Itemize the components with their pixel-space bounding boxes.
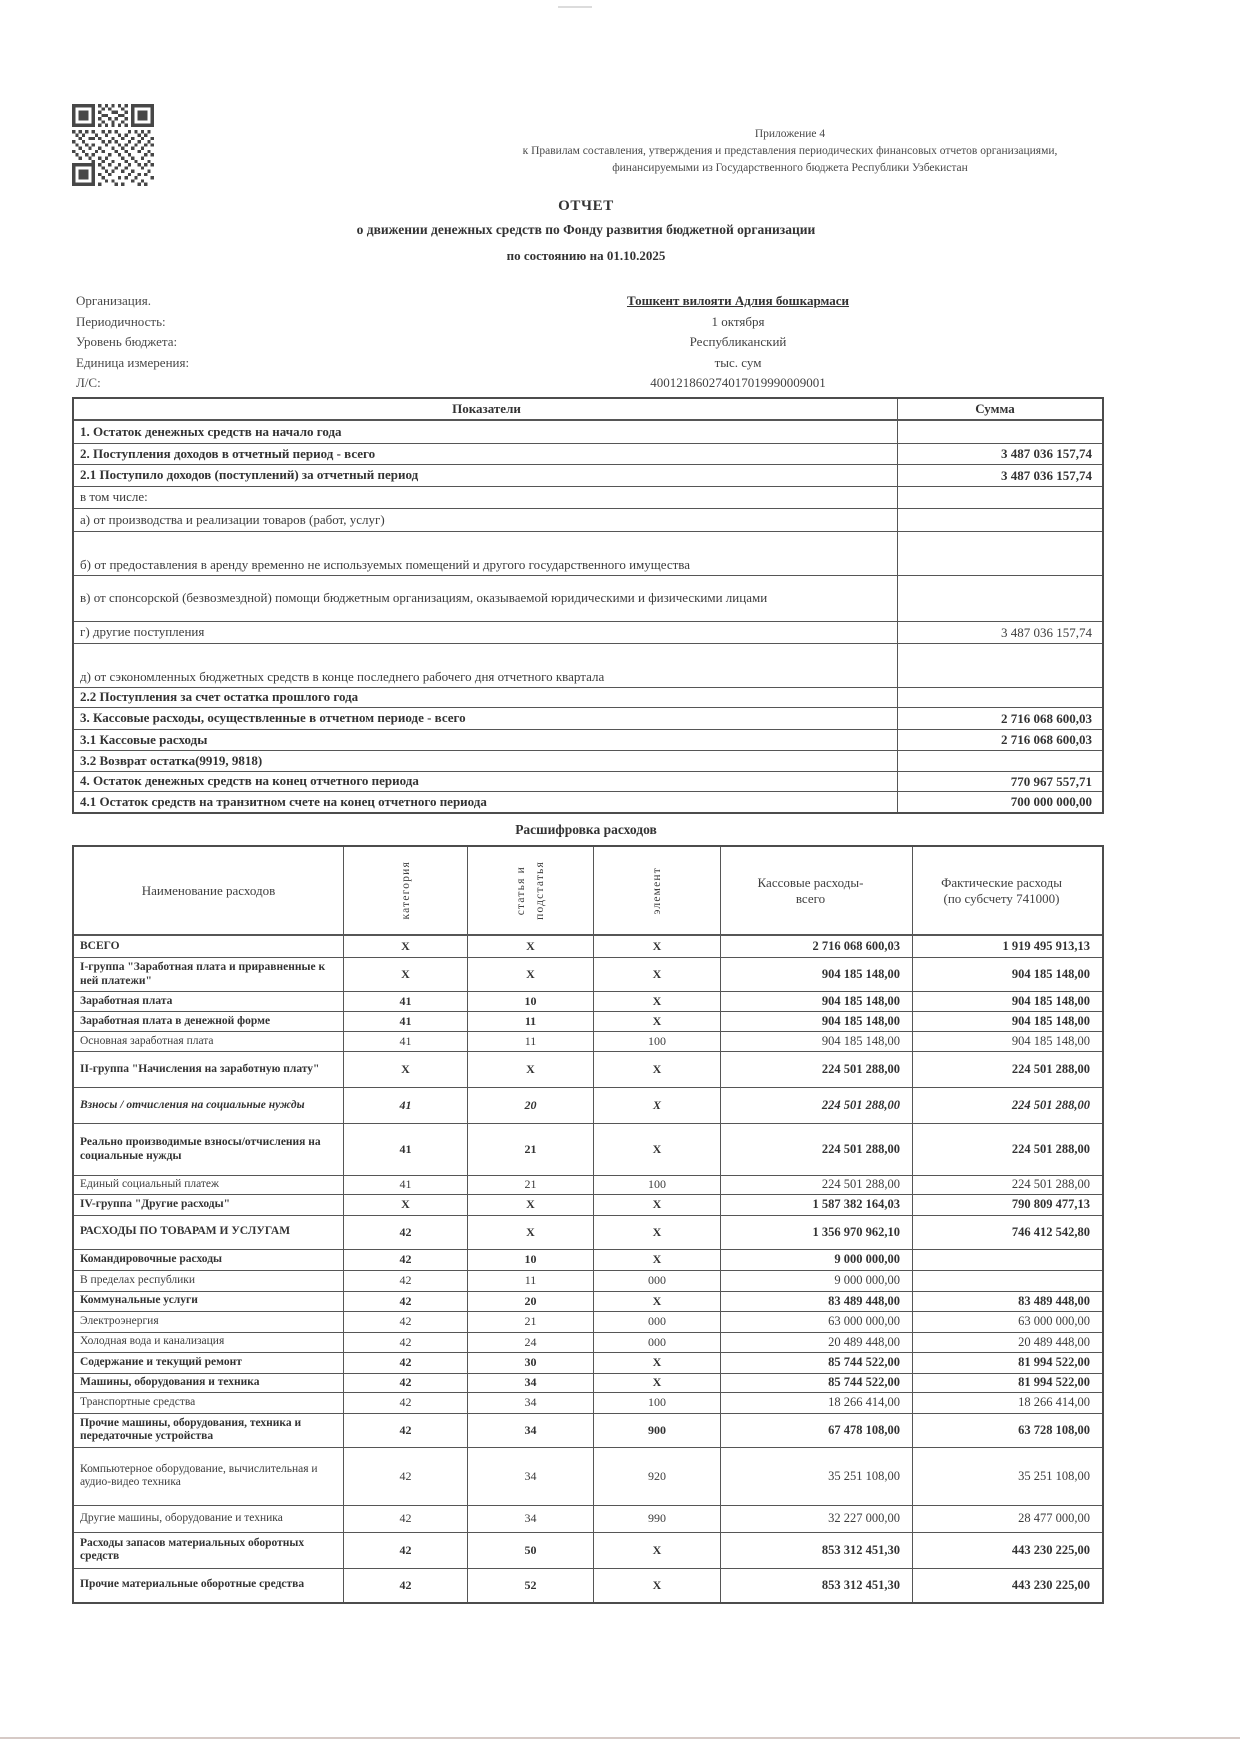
element-cell: X bbox=[594, 1292, 721, 1311]
article-cell: X bbox=[468, 1052, 594, 1087]
account-number: 400121860274017019990009001 bbox=[650, 375, 826, 391]
category-cell: 41 bbox=[344, 1012, 468, 1031]
table1-row bbox=[74, 443, 1102, 464]
cash-expense-cell: 224 501 288,00 bbox=[721, 1052, 913, 1087]
periodicity-value: 1 октября bbox=[711, 313, 765, 329]
article-cell: 21 bbox=[468, 1312, 594, 1332]
row-label-cell: 2.1 Поступило доходов (поступлений) за отчетный период bbox=[74, 465, 898, 486]
table2-row bbox=[74, 1194, 1102, 1215]
category-cell: 42 bbox=[344, 1292, 468, 1311]
article-cell: 34 bbox=[468, 1393, 594, 1413]
row-label-cell: 1. Остаток денежных средств на начало года bbox=[74, 421, 898, 443]
expense-name-cell: Взносы / отчисления на социальные нужды bbox=[74, 1088, 344, 1123]
qr-code bbox=[72, 104, 154, 186]
article-cell: 50 bbox=[468, 1533, 594, 1568]
article-cell: 21 bbox=[468, 1176, 594, 1194]
table2-row bbox=[74, 1291, 1102, 1311]
table2-row bbox=[74, 1051, 1102, 1087]
organization-name: Тошкент вилояти Адлия бошкармаси bbox=[626, 293, 850, 308]
article-cell: X bbox=[468, 936, 594, 957]
cash-expense-cell: 63 000 000,00 bbox=[721, 1312, 913, 1332]
table1-row bbox=[74, 464, 1102, 486]
expense-name-cell: ВСЕГО bbox=[74, 936, 344, 957]
category-cell: 42 bbox=[344, 1271, 468, 1291]
row-sum-cell bbox=[898, 487, 1102, 508]
element-cell: X bbox=[594, 1216, 721, 1249]
article-cell: 11 bbox=[468, 1012, 594, 1031]
element-cell: 100 bbox=[594, 1176, 721, 1194]
meta-row-organization bbox=[76, 291, 1100, 312]
actual-expense-cell: 790 809 477,13 bbox=[1011, 1197, 1090, 1212]
expenses-breakdown-title: Расшифровка расходов bbox=[515, 822, 657, 837]
report-meta bbox=[76, 291, 1100, 394]
expense-name-cell: Содержание и текущий ремонт bbox=[74, 1353, 344, 1373]
table2-header-article bbox=[468, 847, 594, 934]
actual-expense-cell: 224 501 288,00 bbox=[1011, 1177, 1090, 1192]
cash-expense-cell: 224 501 288,00 bbox=[721, 1088, 913, 1123]
category-cell: 42 bbox=[344, 1374, 468, 1392]
category-cell: 41 bbox=[344, 1088, 468, 1123]
table2-row bbox=[74, 1413, 1102, 1447]
category-cell: X bbox=[344, 1195, 468, 1215]
actual-expense-cell: 1 919 495 913,13 bbox=[1002, 939, 1090, 953]
meta-label: Л/С: bbox=[76, 375, 101, 391]
table1-row bbox=[74, 707, 1102, 729]
table2-row bbox=[74, 1505, 1102, 1532]
expense-name-cell: Прочие машины, оборудования, техника и передаточные устройства bbox=[74, 1414, 344, 1447]
element-cell: X bbox=[594, 1052, 721, 1087]
row-label-cell: в том числе: bbox=[74, 487, 898, 508]
actual-expense-cell bbox=[913, 1250, 1102, 1270]
expense-name-cell: Реально производимые взносы/отчисления на социальные нужды bbox=[74, 1124, 344, 1175]
table1-row bbox=[74, 420, 1102, 443]
expense-name-cell: Расходы запасов материальных оборотных средств bbox=[74, 1533, 344, 1568]
actual-expense-cell: 63 000 000,00 bbox=[1018, 1314, 1090, 1329]
actual-expense-cell: 904 185 148,00 bbox=[1011, 994, 1090, 1008]
table2-row bbox=[74, 1249, 1102, 1270]
table2-row bbox=[74, 957, 1102, 991]
category-cell: X bbox=[344, 958, 468, 991]
element-cell: 990 bbox=[594, 1506, 721, 1532]
category-cell: 42 bbox=[344, 1533, 468, 1568]
table2-row bbox=[74, 1270, 1102, 1291]
table2-row bbox=[74, 1332, 1102, 1352]
expense-name-cell: В пределах республики bbox=[74, 1271, 344, 1291]
table1-row bbox=[74, 621, 1102, 643]
table2-row bbox=[74, 1392, 1102, 1413]
element-cell: X bbox=[594, 1533, 721, 1568]
element-cell: X bbox=[594, 1124, 721, 1175]
article-cell: 52 bbox=[468, 1569, 594, 1602]
row-sum-cell bbox=[898, 576, 1102, 621]
row-sum-cell bbox=[898, 532, 1102, 575]
table2-row bbox=[74, 1123, 1102, 1175]
cash-expense-cell: 85 744 522,00 bbox=[721, 1374, 913, 1392]
cash-expense-cell: 9 000 000,00 bbox=[721, 1250, 913, 1270]
element-cell: X bbox=[594, 992, 721, 1011]
meta-label: Единица измерения: bbox=[76, 354, 190, 370]
expense-name-cell: Компьютерное оборудование, вычислительная и аудио-видео техника bbox=[74, 1448, 344, 1505]
expense-name-cell: РАСХОДЫ ПО ТОВАРАМ И УСЛУГАМ bbox=[74, 1216, 344, 1249]
table1-row bbox=[74, 750, 1102, 771]
expense-name-cell: Единый социальный платеж bbox=[74, 1176, 344, 1194]
row-sum-cell: 700 000 000,00 bbox=[1010, 794, 1092, 809]
table1-row bbox=[74, 687, 1102, 707]
row-sum-cell: 3 487 036 157,74 bbox=[1001, 446, 1092, 461]
row-label-cell: г) другие поступления bbox=[74, 622, 898, 643]
article-cell: X bbox=[468, 1216, 594, 1249]
row-sum-cell bbox=[898, 688, 1102, 707]
category-cell: 42 bbox=[344, 1353, 468, 1373]
qr-code-image bbox=[72, 104, 154, 186]
cash-expense-cell: 32 227 000,00 bbox=[721, 1506, 913, 1532]
row-label-cell: а) от производства и реализации товаров (работ, услуг) bbox=[74, 509, 898, 531]
table1-header-row bbox=[74, 399, 1102, 420]
scan-artifact-bottom-edge bbox=[0, 1737, 1240, 1739]
row-sum-cell bbox=[898, 751, 1102, 771]
article-cell: X bbox=[468, 958, 594, 991]
table1-row bbox=[74, 508, 1102, 531]
article-cell: 34 bbox=[468, 1414, 594, 1447]
table2-row bbox=[74, 1447, 1102, 1505]
category-cell: 42 bbox=[344, 1414, 468, 1447]
element-cell: 000 bbox=[594, 1333, 721, 1352]
table2-row bbox=[74, 1011, 1102, 1031]
category-cell: 42 bbox=[344, 1333, 468, 1352]
table2-row bbox=[74, 991, 1102, 1011]
element-cell: X bbox=[594, 1353, 721, 1373]
table2-row bbox=[74, 1087, 1102, 1123]
row-sum-cell bbox=[898, 421, 1102, 443]
appendix-header bbox=[400, 126, 1180, 177]
actual-expense-cell: 224 501 288,00 bbox=[1011, 1062, 1090, 1076]
cash-expense-cell: 904 185 148,00 bbox=[721, 1012, 913, 1031]
expense-name-cell: Транспортные средства bbox=[74, 1393, 344, 1413]
appendix-rules-line2: финансируемыми из Государственного бюджета Республики Узбекистан bbox=[612, 162, 968, 174]
article-cell: 30 bbox=[468, 1353, 594, 1373]
cash-flow-table bbox=[72, 397, 1104, 814]
element-cell: X bbox=[594, 1012, 721, 1031]
expense-name-cell: I-группа "Заработная плата и приравненные к ней платежи" bbox=[74, 958, 344, 991]
table2-row bbox=[74, 1031, 1102, 1051]
cash-expense-cell: 1 356 970 962,10 bbox=[721, 1216, 913, 1249]
appendix-rules-line1: к Правилам составления, утверждения и представления периодических финансовых отчетов организациями, bbox=[522, 145, 1058, 157]
table1-row bbox=[74, 643, 1102, 687]
table2-header-actual: Фактические расходы (по субсчету 741000) bbox=[941, 874, 1062, 906]
expense-name-cell: Машины, оборудования и техника bbox=[74, 1374, 344, 1392]
element-cell: 000 bbox=[594, 1312, 721, 1332]
unit-value: тыс. сум bbox=[714, 354, 762, 370]
rotated-header-article-line1: статья и bbox=[515, 865, 527, 916]
cash-expense-cell: 224 501 288,00 bbox=[721, 1176, 913, 1194]
row-label-cell: 4. Остаток денежных средств на конец отчетного периода bbox=[74, 772, 898, 791]
actual-expense-cell: 63 728 108,00 bbox=[1018, 1422, 1090, 1437]
cash-expense-cell: 904 185 148,00 bbox=[721, 992, 913, 1011]
article-cell: 10 bbox=[468, 1250, 594, 1270]
actual-expense-cell: 18 266 414,00 bbox=[1018, 1395, 1090, 1410]
rotated-header-element: элемент bbox=[651, 866, 663, 915]
category-cell: 42 bbox=[344, 1250, 468, 1270]
table2-row bbox=[74, 1568, 1102, 1602]
actual-expense-cell: 904 185 148,00 bbox=[1011, 1034, 1090, 1048]
cash-expense-cell: 904 185 148,00 bbox=[721, 958, 913, 991]
table1-row bbox=[74, 771, 1102, 791]
table2-row bbox=[74, 935, 1102, 957]
table2-row bbox=[74, 1311, 1102, 1332]
row-label-cell: б) от предоставления в аренду временно не используемых помещений и другого государственного имущества bbox=[74, 532, 898, 575]
cash-expense-cell: 35 251 108,00 bbox=[721, 1448, 913, 1505]
actual-expense-cell bbox=[913, 1271, 1102, 1291]
row-label-cell: 4.1 Остаток средств на транзитном счете на конец отчетного периода bbox=[74, 792, 898, 812]
actual-expense-cell: 224 501 288,00 bbox=[1011, 1098, 1090, 1112]
meta-row-budget-level bbox=[76, 332, 1100, 353]
appendix-number: Приложение 4 bbox=[754, 128, 826, 140]
article-cell: 21 bbox=[468, 1124, 594, 1175]
expense-name-cell: Электроэнергия bbox=[74, 1312, 344, 1332]
expense-name-cell: Основная заработная плата bbox=[74, 1032, 344, 1051]
table1-header-indicator: Показатели bbox=[74, 399, 898, 419]
expense-name-cell: Заработная плата bbox=[74, 992, 344, 1011]
category-cell: 41 bbox=[344, 1032, 468, 1051]
row-sum-cell bbox=[898, 644, 1102, 687]
cash-expense-cell: 67 478 108,00 bbox=[721, 1414, 913, 1447]
element-cell: X bbox=[594, 936, 721, 957]
category-cell: 42 bbox=[344, 1448, 468, 1505]
row-label-cell: 2. Поступления доходов в отчетный период - всего bbox=[74, 444, 898, 464]
table2-header-cash: Кассовые расходы- всего bbox=[721, 847, 913, 934]
meta-row-account bbox=[76, 373, 1100, 394]
table2-row bbox=[74, 1175, 1102, 1194]
budget-level-value: Республиканский bbox=[689, 334, 787, 350]
table2-header-category bbox=[344, 847, 468, 934]
actual-expense-cell: 81 994 522,00 bbox=[1018, 1375, 1090, 1390]
table1-row bbox=[74, 729, 1102, 750]
cash-expense-cell: 224 501 288,00 bbox=[721, 1124, 913, 1175]
cash-expense-cell: 1 587 382 164,03 bbox=[721, 1195, 913, 1215]
actual-expense-cell: 746 412 542,80 bbox=[1011, 1224, 1090, 1239]
row-label-cell: в) от спонсорской (безвозмездной) помощи бюджетным организациям, оказываемой юридическими и физическими лицами bbox=[74, 576, 898, 621]
cash-expense-cell: 18 266 414,00 bbox=[721, 1393, 913, 1413]
row-sum-cell bbox=[898, 509, 1102, 531]
category-cell: X bbox=[344, 1052, 468, 1087]
expense-name-cell: Командировочные расходы bbox=[74, 1250, 344, 1270]
article-cell: 10 bbox=[468, 992, 594, 1011]
row-label-cell: 3.1 Кассовые расходы bbox=[74, 730, 898, 750]
category-cell: 41 bbox=[344, 1124, 468, 1175]
category-cell: 41 bbox=[344, 1176, 468, 1194]
rotated-header-category: категория bbox=[399, 861, 412, 920]
category-cell: 42 bbox=[344, 1312, 468, 1332]
article-cell: 24 bbox=[468, 1333, 594, 1352]
row-sum-cell: 3 487 036 157,74 bbox=[1001, 624, 1092, 640]
cash-expense-cell: 853 312 451,30 bbox=[721, 1569, 913, 1602]
cash-expense-cell: 20 489 448,00 bbox=[721, 1333, 913, 1352]
expense-name-cell: Другие машины, оборудование и техника bbox=[74, 1506, 344, 1532]
table2-header-name: Наименование расходов bbox=[74, 847, 344, 934]
row-sum-cell: 770 967 557,71 bbox=[1010, 773, 1092, 789]
expense-name-cell: Холодная вода и канализация bbox=[74, 1333, 344, 1352]
element-cell: X bbox=[594, 1250, 721, 1270]
expenses-breakdown-table bbox=[72, 845, 1104, 1604]
category-cell: 42 bbox=[344, 1569, 468, 1602]
report-title: ОТЧЕТ bbox=[558, 198, 614, 214]
row-label-cell: д) от сэкономленных бюджетных средств в конце последнего рабочего дня отчетного квартала bbox=[74, 644, 898, 687]
actual-expense-cell: 904 185 148,00 bbox=[1011, 1014, 1090, 1028]
actual-expense-cell: 83 489 448,00 bbox=[1018, 1293, 1090, 1308]
actual-expense-cell: 443 230 225,00 bbox=[1011, 1577, 1090, 1592]
report-subtitle: о движении денежных средств по Фонду развития бюджетной организации bbox=[356, 222, 816, 237]
actual-expense-cell: 904 185 148,00 bbox=[1011, 967, 1090, 981]
cash-expense-cell: 83 489 448,00 bbox=[721, 1292, 913, 1311]
report-as-of-date: по состоянию на 01.10.2025 bbox=[506, 248, 666, 263]
expense-name-cell: Заработная плата в денежной форме bbox=[74, 1012, 344, 1031]
actual-expense-cell: 224 501 288,00 bbox=[1011, 1142, 1090, 1156]
table2-row bbox=[74, 1352, 1102, 1373]
table2-row bbox=[74, 1215, 1102, 1249]
title-block bbox=[72, 198, 1100, 264]
actual-expense-cell: 35 251 108,00 bbox=[1018, 1468, 1090, 1483]
article-cell: 20 bbox=[468, 1088, 594, 1123]
category-cell: 42 bbox=[344, 1393, 468, 1413]
actual-expense-cell: 443 230 225,00 bbox=[1011, 1542, 1090, 1557]
cash-expense-cell: 853 312 451,30 bbox=[721, 1533, 913, 1568]
meta-label: Организация. bbox=[76, 293, 151, 308]
table1-row bbox=[74, 575, 1102, 621]
meta-label: Периодичность: bbox=[76, 313, 166, 329]
meta-row-unit bbox=[76, 353, 1100, 374]
row-sum-cell: 3 487 036 157,74 bbox=[1001, 467, 1092, 483]
element-cell: 900 bbox=[594, 1414, 721, 1447]
row-label-cell: 3.2 Возврат остатка(9919, 9818) bbox=[74, 751, 898, 771]
category-cell: 41 bbox=[344, 992, 468, 1011]
expense-name-cell: Прочие материальные оборотные средства bbox=[74, 1569, 344, 1602]
category-cell: X bbox=[344, 936, 468, 957]
element-cell: 100 bbox=[594, 1032, 721, 1051]
rotated-header-article-line2: подстатья bbox=[534, 861, 546, 920]
row-label-cell: 2.2 Поступления за счет остатка прошлого года bbox=[74, 688, 898, 707]
cash-expense-cell: 904 185 148,00 bbox=[721, 1032, 913, 1051]
element-cell: X bbox=[594, 958, 721, 991]
expense-name-cell: Коммунальные услуги bbox=[74, 1292, 344, 1311]
expense-name-cell: IV-группа "Другие расходы" bbox=[74, 1195, 344, 1215]
article-cell: 34 bbox=[468, 1448, 594, 1505]
element-cell: X bbox=[594, 1088, 721, 1123]
category-cell: 42 bbox=[344, 1216, 468, 1249]
table2-header-row bbox=[74, 847, 1102, 935]
article-cell: 11 bbox=[468, 1032, 594, 1051]
table2-row bbox=[74, 1373, 1102, 1392]
table1-header-sum: Сумма bbox=[975, 401, 1015, 416]
actual-expense-cell: 28 477 000,00 bbox=[1018, 1511, 1090, 1526]
table1-row bbox=[74, 486, 1102, 508]
article-cell: X bbox=[468, 1195, 594, 1215]
expense-name-cell: II-группа "Начисления на заработную плату" bbox=[74, 1052, 344, 1087]
row-sum-cell: 2 716 068 600,03 bbox=[1001, 732, 1092, 747]
actual-expense-cell: 81 994 522,00 bbox=[1018, 1355, 1090, 1370]
table2-header-element bbox=[594, 847, 721, 934]
table1-row bbox=[74, 791, 1102, 812]
element-cell: 000 bbox=[594, 1271, 721, 1291]
article-cell: 11 bbox=[468, 1271, 594, 1291]
table1-row bbox=[74, 531, 1102, 575]
cash-expense-cell: 9 000 000,00 bbox=[721, 1271, 913, 1291]
article-cell: 20 bbox=[468, 1292, 594, 1311]
meta-row-periodicity bbox=[76, 312, 1100, 333]
category-cell: 42 bbox=[344, 1506, 468, 1532]
element-cell: X bbox=[594, 1374, 721, 1392]
row-sum-cell: 2 716 068 600,03 bbox=[1001, 710, 1092, 726]
article-cell: 34 bbox=[468, 1374, 594, 1392]
element-cell: 920 bbox=[594, 1448, 721, 1505]
element-cell: X bbox=[594, 1569, 721, 1602]
element-cell: 100 bbox=[594, 1393, 721, 1413]
row-label-cell: 3. Кассовые расходы, осуществленные в отчетном периоде - всего bbox=[74, 708, 898, 729]
cash-expense-cell: 2 716 068 600,03 bbox=[721, 936, 913, 957]
actual-expense-cell: 20 489 448,00 bbox=[1018, 1334, 1090, 1349]
article-cell: 34 bbox=[468, 1506, 594, 1532]
table2-row bbox=[74, 1532, 1102, 1568]
meta-label: Уровень бюджета: bbox=[76, 334, 178, 350]
element-cell: X bbox=[594, 1195, 721, 1215]
scan-artifact-top bbox=[558, 6, 592, 8]
cash-expense-cell: 85 744 522,00 bbox=[721, 1353, 913, 1373]
